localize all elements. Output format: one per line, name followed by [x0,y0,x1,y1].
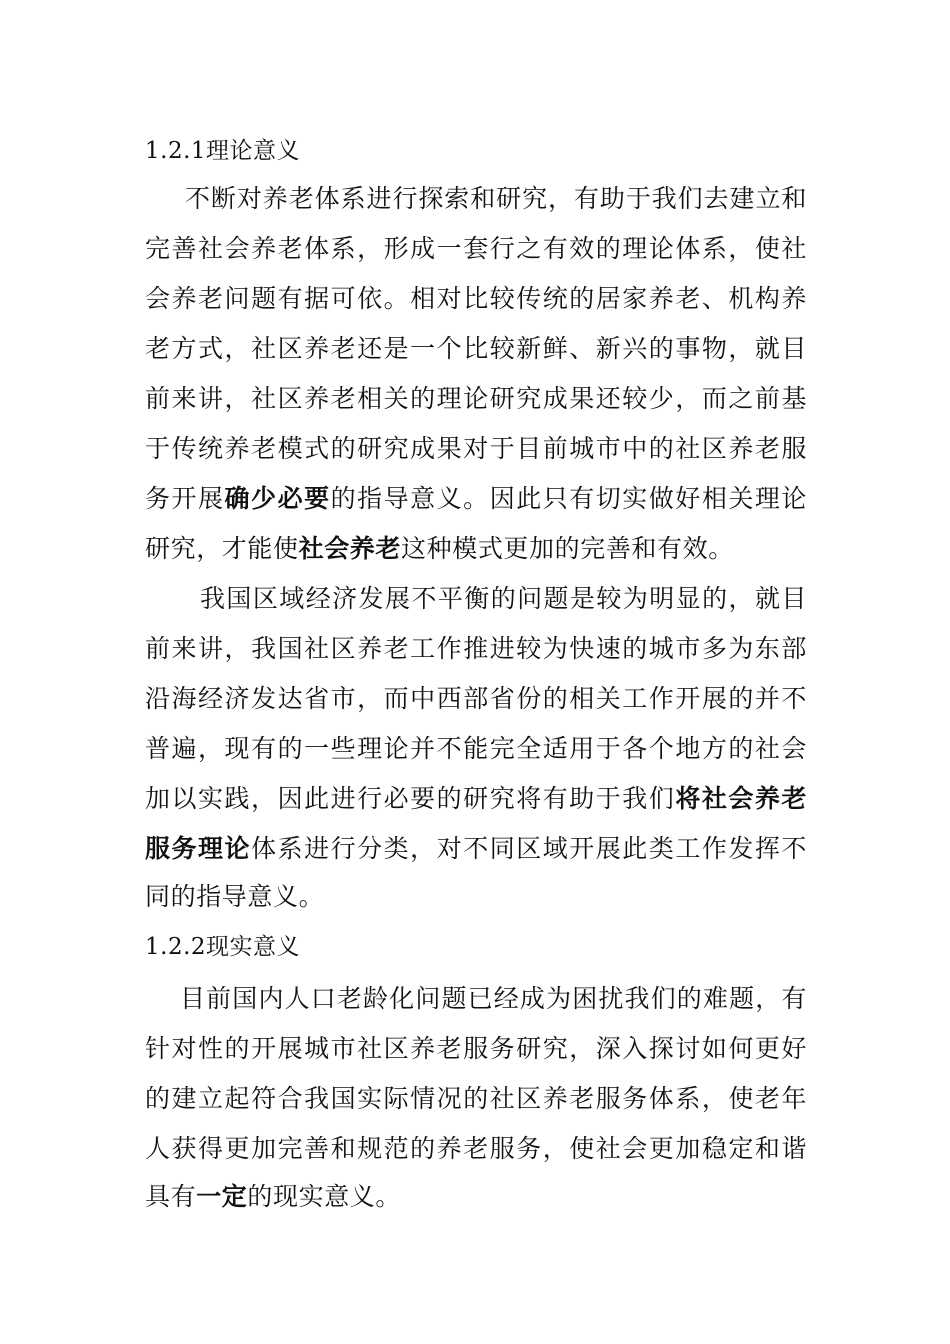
text-run: 研究，才能使 [145,534,299,563]
text-line [145,232,807,266]
text-run: 于传统养老模式的研究成果对于目前城市中的社区养老服 [145,434,807,463]
emphasis-text: 社会养老 [298,534,402,563]
text-run: 这种模式更加的完善和有效。 [401,534,734,563]
text-line [145,432,807,466]
text-run: 会养老问题有据可依。相对比较传统的居家养老、机构养 [145,284,807,313]
text-run: 同的指导意义。 [145,882,325,911]
text-run: 前来讲，我国社区养老工作推进较为快速的城市多为东部 [145,634,807,663]
text-run: 不断对养老体系进行探索和研究，有助于我们去建立和 [185,184,807,213]
text-line [145,1082,807,1116]
text-run: 务开展 [145,484,225,513]
text-line [145,782,807,816]
emphasis-text: 一定 [196,1182,248,1211]
text-run: 前来讲，社区养老相关的理论研究成果还较少，而之前基 [145,384,807,413]
text-run: 的指导意义。因此只有切实做好相关理论 [330,484,807,513]
text-run: 普遍，现有的一些理论并不能完全适用于各个地方的社会 [145,734,807,763]
text-line [145,682,807,716]
section-heading-practical: 1.2.2现实意义 [145,934,301,960]
text-line [145,382,807,416]
text-line [180,982,807,1016]
text-run: 的建立起符合我国实际情况的社区养老服务体系，使老年 [145,1084,807,1113]
text-run: 体系进行分类，对不同区域开展此类工作发挥不 [251,834,808,863]
text-line [185,182,807,216]
text-line [145,880,807,914]
text-run: 我国区域经济发展不平衡的问题是较为明显的，就目 [200,584,807,613]
text-run: 完善社会养老体系，形成一套行之有效的理论体系，使社 [145,234,807,263]
text-run: 针对性的开展城市社区养老服务研究，深入探讨如何更好 [145,1034,807,1063]
text-run: 具有 [145,1182,197,1211]
text-run: 人获得更加完善和规范的养老服务，使社会更加稳定和谐 [145,1134,807,1163]
text-line [145,632,807,666]
text-line [145,1132,807,1166]
text-line [145,732,807,766]
text-line [145,1180,807,1214]
emphasis-text: 确少必要 [224,484,331,513]
text-line [145,832,807,866]
text-run: 沿海经济发达省市，而中西部省份的相关工作开展的并不 [145,684,807,713]
text-run: 加以实践，因此进行必要的研究将有助于我们 [145,784,676,813]
text-run: 目前国内人口老龄化问题已经成为困扰我们的难题，有 [180,984,807,1013]
text-line [145,332,807,366]
text-line [145,1032,807,1066]
text-line [145,532,807,566]
text-run: 的现实意义。 [247,1182,402,1211]
text-line [145,282,807,316]
section-heading-theoretical: 1.2.1理论意义 [145,138,301,164]
text-line [200,582,807,616]
text-line [145,482,807,516]
text-run: 老方式，社区养老还是一个比较新鲜、新兴的事物，就目 [145,334,807,363]
emphasis-text: 服务理论 [145,834,252,863]
emphasis-text: 将社会养老 [675,784,807,813]
